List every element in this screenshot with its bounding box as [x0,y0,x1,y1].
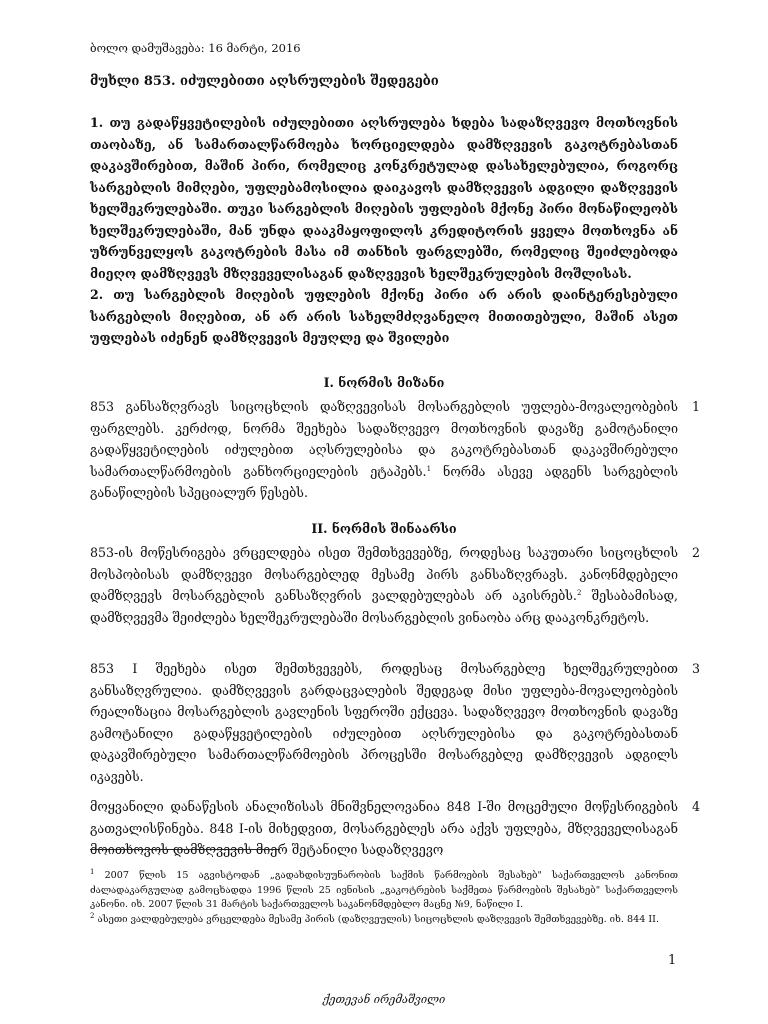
footnote-text: ასეთი ვალდებულება ვრცელდება მესამე პირის (დაზღვეულის) სიცოცხლის დაზღვევის შემთხვევებზე. იხ. 844 II. [94,913,659,925]
page-number: 1 [668,953,677,968]
section-heading-content: II. ნორმის შინაარსი [311,521,457,536]
footnote-separator [90,849,280,850]
statute-paragraph-2: 2. თუ სარგებლის მიღების უფლების მქონე პირი არ არის დაინტერესებული სარგებლის მიღებით, ან არ არის სახელმძღვანელო მითითებული, მაშინ ასეთ უფლებას იძენენ დამზღვევის მეუღლე და შვილები [90,287,678,345]
footnote-2 [90,913,678,928]
article-title: მუხლი 853. იძულებითი აღსრულების შედეგები [90,74,439,89]
margin-paragraph [90,542,678,628]
footnotes [90,869,678,927]
margin-number: 2 [692,545,701,560]
footnote-ref: 2 [576,588,582,597]
margin-paragraph: 853 I შეეხება ისეთ შემთხვევებს, როდესაც მოსარგებლე ხელშეკრულებით განსაზღვრულია. დამზღვევის გარდაცვალების შედეგად მისი უფლება-მოვალეობების რეალიზაცია მოსარგებლის გავლენის სფეროში ექცევა. სადაზღვევო მოთხოვნის დავაზე გამოტანილი გადაწყვეტილების იძულებით აღსრულებისა და გაკოტრებასთან დაკავშირებული სამართალწარმოების პროცესში მოსარგებლე დამზღვევის ადგილს იკავებს. [90,661,678,784]
paragraph-text-tail: ნორმა ასევე ადგენს სარგებლის განაწილების სპეციალურ წესებს. [90,463,679,500]
paragraph-text: 853-ის მოწესრიგება ვრცელდება ისეთ შემთხვევებზე, როდესაც საკუთარი სიცოცხლის მოსპობისას დამზღვევი მოსარგებლედ მესამე პირს განსაზღვრავს. კანონმდებელი დამზღვევს მოსარგებლის განსაზღვრის ვალდებულებას არ აკისრებს. [90,545,678,603]
footnote-1 [90,869,678,913]
margin-paragraph [90,396,678,504]
margin-number: 3 [692,661,701,676]
footnote-text: 2007 წლის 15 აგვისტოდან „გადახდისუუნარობის საქმის წარმოების შესახებ" საქართველოს კანონით ძალადაკარგულად გამოცხადდა 1996 წლის 25 ივნისის „გაკოტრების საქმეთა წარმოების შესახებ" საქართველოს კანონი. იხ. 2007 წლის 31 მარტის საქართველოს საკანონმდებლო მაცნე №9, ნაწილი I. [90,870,678,911]
footnote-number: 1 [90,867,95,876]
section-heading-purpose: I. ნორმის მიზანი [323,375,445,390]
section-purpose-body [90,396,678,504]
statute-text [90,112,678,349]
footer-author: ქეთევან ირემაშვილი [322,993,446,1006]
footnote-number: 2 [90,911,95,920]
section-content-para-4 [90,796,678,861]
statute-paragraph-1: 1. თუ გადაწყვეტილების იძულებითი აღსრულება ხდება სადაზღვევო მოთხოვნის თაობაზე, ან სამართალწარმოება ხორციელდება დამზღვევის გაკოტრებასთან დაკავშირებით, მაშინ პირი, რომელიც კონკრეტულად დასახელებულია, როგორც სარგებლის მიმღები, უფლებამოსილია დაიკავოს დამზღვევის ადგილი დაზღვევის ხელშეკრულებაში. თუკი სარგებლის მიღების უფლების მქონე პირი მონაწილეობს ხელშეკრულებაში, მან უნდა დააკმაყოფილოს კრედიტორის ყველა მოთხოვნა ან უზრუნველყოს გაკოტრების მასა იმ თანხის ფარგლებში, რომელიც შეიძლებოდა მიეღო დამზღვევს მზღვეველისაგან დაზღვევის ხელშეკრულების მოშლისას. [90,115,678,281]
footnote-ref: 1 [426,464,432,473]
last-modified-date: ბოლო დამუშავება: 16 მარტი, 2016 [90,41,301,55]
section-content-para-2 [90,542,678,628]
paragraph-text-tail: შესაბამისად, დამზღვევმა შეიძლება ხელშეკრულებაში მოსარგებლის ვინაობა არც დააკონკრეტოს. [90,588,678,625]
section-content-para-3 [90,658,678,787]
margin-number: 4 [692,799,701,814]
margin-number: 1 [692,399,701,414]
margin-paragraph: მოყვანილი დანაწესის ანალიზისას მნიშვნელოვანია 848 I-ში მოცემული მოწესრიგების გათვალისწინება. 848 I-ის მიხედვით, მოსარგებლეს არა აქვს უფლება, მზღვეველისაგან მოითხოვოს დამზღვევის მიერ შეტანილი სადაზღვევო [90,799,678,857]
paragraph-text: 853 განსაზღვრავს სიცოცხლის დაზღვევისას მოსარგებლის უფლება-მოვალეობების ფარგლებს. კერძოდ, ნორმა შეეხება სადაზღვევო მოთხოვნის დავაზე გამოტანილი გადაწყვეტილების იძულებით აღსრულებისა და გაკოტრებასთან დაკავშირებული სამართალწარმოების განხორციელების ეტაპებს. [90,399,678,479]
